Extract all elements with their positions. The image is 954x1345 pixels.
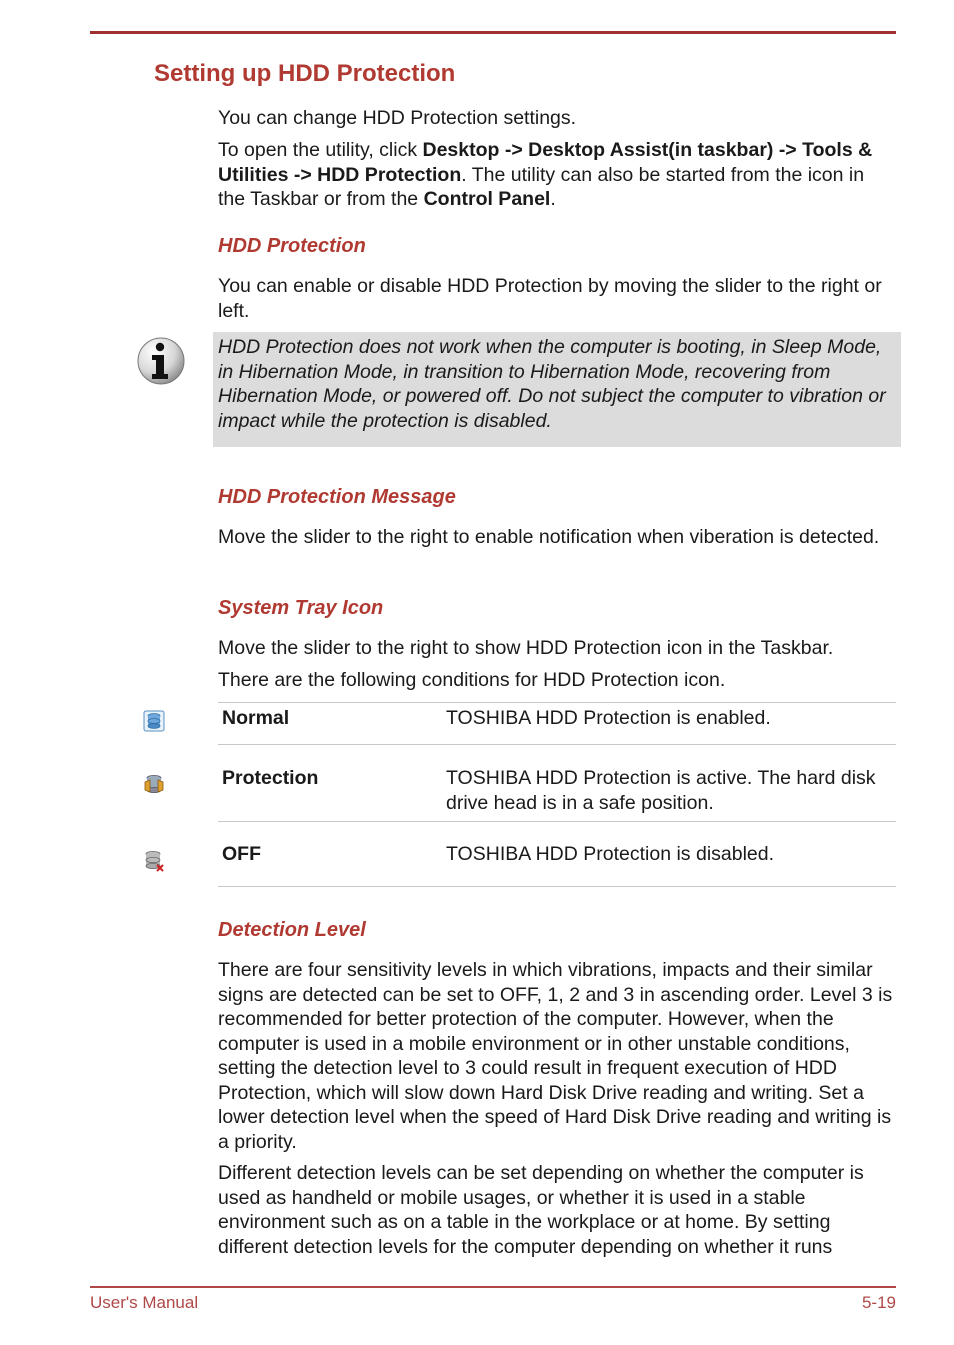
table-row-normal-name: Normal bbox=[222, 707, 290, 729]
system-tray-paragraph-2: There are the following conditions for HDD Protection icon. bbox=[218, 669, 726, 691]
bottom-rule bbox=[90, 1286, 896, 1288]
top-rule bbox=[90, 31, 896, 34]
open-utility-text-1: To open the utility, click bbox=[218, 139, 423, 161]
hdd-off-icon bbox=[142, 849, 166, 873]
note-box bbox=[213, 332, 901, 447]
open-utility-text-2: . The utility can also be started from the icon in the Taskbar or from the bbox=[218, 163, 865, 210]
intro-paragraph: You can change HDD Protection settings. bbox=[218, 107, 577, 129]
open-utility-paragraph bbox=[218, 138, 896, 212]
table-row-protection-name: Protection bbox=[222, 767, 319, 789]
section-heading-detection-level: Detection Level bbox=[218, 919, 366, 941]
table-row-protection-desc: TOSHIBA HDD Protection is active. The hard disk drive head is in a safe position. bbox=[446, 767, 876, 814]
table-rule-2 bbox=[218, 821, 896, 822]
footer-manual-title: User's Manual bbox=[90, 1293, 199, 1312]
table-row-normal-desc: TOSHIBA HDD Protection is enabled. bbox=[446, 707, 771, 729]
hdd-protection-icon bbox=[142, 772, 166, 796]
hdd-normal-icon bbox=[142, 709, 166, 733]
system-tray-paragraph-1: Move the slider to the right to show HDD Protection icon in the Taskbar. bbox=[218, 637, 834, 659]
hdd-protection-message-paragraph: Move the slider to the right to enable notification when viberation is detected. bbox=[218, 526, 880, 548]
section-heading-hdd-protection-message: HDD Protection Message bbox=[218, 486, 456, 508]
hdd-protection-paragraph: You can enable or disable HDD Protection by moving the slider to the right or left. bbox=[218, 275, 882, 322]
detection-level-paragraph-1: There are four sensitivity levels in which vibrations, impacts and their similar signs are detected can be set to OFF, 1, 2 and 3 in ascending order. Level 3 is recommended for better protection of the computer. However, when the computer is used in a mobile environment or in other unstable conditions, setting the detection level to 3 could result in frequent execution of HDD Protection, which will slow down Hard Disk Drive reading and writing. Set a lower detection level when the speed of Hard Disk Drive reading and writing is a priority. bbox=[218, 959, 893, 1153]
table-rule-bottom bbox=[218, 886, 896, 887]
open-utility-text-3: . bbox=[550, 188, 556, 210]
info-icon bbox=[136, 336, 186, 388]
footer-page-number: 5-19 bbox=[861, 1293, 896, 1312]
table-row-off-desc: TOSHIBA HDD Protection is disabled. bbox=[446, 843, 775, 865]
open-utility-path: Desktop -> Desktop Assist(in taskbar) -> Tools & Utilities -> HDD Protection bbox=[218, 139, 873, 186]
page-title: Setting up HDD Protection bbox=[154, 60, 456, 87]
table-row-off-name: OFF bbox=[222, 843, 261, 865]
note-text: HDD Protection does not work when the computer is booting, in Sleep Mode, in Hibernation Mode, in transition to Hibernation Mode, recovering from Hibernation Mode, or powered off. Do not subject the computer to vibration or impact while the protection is disabled. bbox=[218, 336, 886, 432]
section-heading-system-tray-icon: System Tray Icon bbox=[218, 597, 384, 619]
section-heading-hdd-protection: HDD Protection bbox=[218, 235, 366, 257]
table-rule-top bbox=[218, 702, 896, 703]
table-rule-1 bbox=[218, 744, 896, 745]
control-panel-label: Control Panel bbox=[423, 188, 551, 210]
detection-level-paragraph-2: Different detection levels can be set depending on whether the computer is used as handheld or mobile usages, or whether it is used in a stable environment such as on a table in the workplace or at home. By setting different detection levels for the computer depending on whether it runs bbox=[218, 1162, 864, 1258]
